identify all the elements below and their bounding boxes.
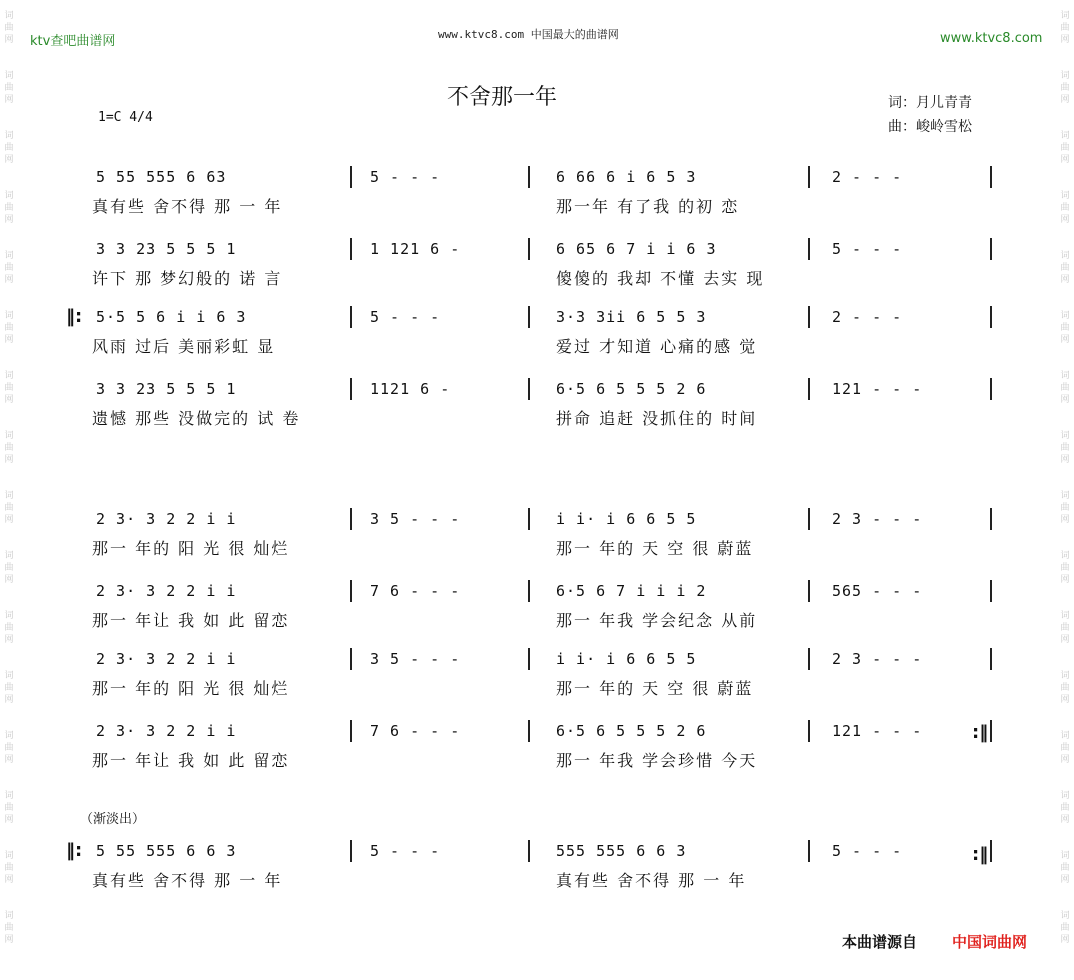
notation-measure-group: 565 - - - <box>832 582 923 600</box>
bar-line <box>808 378 810 400</box>
bar-line <box>990 378 992 400</box>
notation-measure-group: 3·3 3ii 6 5 5 3 <box>556 308 707 326</box>
bar-line <box>350 840 352 862</box>
watermark-left <box>2 10 16 970</box>
watermark-text: 词曲网 <box>4 311 14 345</box>
composer-credit: 曲：峻岭雪松 <box>888 119 972 135</box>
watermark-text: 词曲网 <box>1060 251 1070 285</box>
watermark-text: 词曲网 <box>1060 191 1070 225</box>
notation-measure-group: 6 66 6 i 6 5 3 <box>556 168 697 186</box>
lyrics-line-right: 真有些 舍不得 那 一 年 <box>556 871 747 890</box>
watermark-text: 词曲网 <box>1060 551 1070 585</box>
notation-measure-group: i i· i 6 6 5 5 <box>556 510 697 528</box>
site-link-left[interactable]: ktv查吧曲谱网 <box>30 34 116 49</box>
watermark-text: 词曲网 <box>4 611 14 645</box>
notation-measure-group: 7 6 - - - <box>370 582 461 600</box>
lyrics-line-left: 那一 年的 阳 光 很 灿烂 <box>92 679 290 698</box>
bar-line <box>528 306 530 328</box>
bar-line <box>990 306 992 328</box>
notation-measure-group: 5 - - - <box>832 842 903 860</box>
lyrics-line-left: 遗憾 那些 没做完的 试 卷 <box>92 409 301 428</box>
watermark-text: 词曲网 <box>4 371 14 405</box>
lyrics-line-right: 那一年 有了我 的初 恋 <box>556 197 740 216</box>
notation-measure-group: 6 65 6 7 i i 6 3 <box>556 240 717 258</box>
repeat-end-sign: :‖ <box>972 844 989 865</box>
bar-line <box>808 840 810 862</box>
watermark-text: 词曲网 <box>1060 131 1070 165</box>
notation-measure-group: 555 555 6 6 3 <box>556 842 687 860</box>
repeat-end-sign: :‖ <box>972 722 989 743</box>
notation-measure-group: 121 - - - <box>832 380 923 398</box>
watermark-text: 词曲网 <box>1060 911 1070 945</box>
bar-line <box>350 378 352 400</box>
bar-line <box>990 648 992 670</box>
bar-line <box>528 840 530 862</box>
lyrics-line-left: 那一 年让 我 如 此 留恋 <box>92 751 290 770</box>
bar-line <box>528 508 530 530</box>
bar-line <box>808 306 810 328</box>
notation-measure-group: 2 - - - <box>832 308 903 326</box>
bar-line <box>528 166 530 188</box>
bar-line <box>808 648 810 670</box>
repeat-start-sign: ‖: <box>66 840 83 861</box>
watermark-text: 词曲网 <box>1060 791 1070 825</box>
watermark-text: 词曲网 <box>1060 611 1070 645</box>
bar-line <box>990 238 992 260</box>
notation-measure-group: 2 3· 3 2 2 i i <box>96 510 237 528</box>
notation-measure-group: 5 55 555 6 63 <box>96 168 227 186</box>
notation-measure-group: 6·5 6 5 5 5 2 6 <box>556 380 707 398</box>
bar-line <box>528 648 530 670</box>
watermark-text: 词曲网 <box>4 911 14 945</box>
bar-line <box>528 378 530 400</box>
watermark-text: 词曲网 <box>4 71 14 105</box>
notation-measure-group: 7 6 - - - <box>370 722 461 740</box>
notation-measure-group: 3 5 - - - <box>370 650 461 668</box>
notation-measure-group: 1 121 6 - <box>370 240 461 258</box>
lyricist-credit: 词：月儿青青 <box>888 95 972 111</box>
notation-measure-group: 2 - - - <box>832 168 903 186</box>
notation-measure-group: 5 - - - <box>832 240 903 258</box>
watermark-text: 词曲网 <box>1060 731 1070 765</box>
notation-measure-group: 5 55 555 6 6 3 <box>96 842 237 860</box>
site-link-right[interactable]: www.ktvc8.com <box>940 31 1043 46</box>
watermark-text: 词曲网 <box>4 251 14 285</box>
lyrics-line-right: 傻傻的 我却 不懂 去实 现 <box>556 269 765 288</box>
bar-line <box>808 238 810 260</box>
bar-line <box>990 580 992 602</box>
lyrics-line-left: 真有些 舍不得 那 一 年 <box>92 871 283 890</box>
watermark-text: 词曲网 <box>4 851 14 885</box>
notation-measure-group: 5 - - - <box>370 842 441 860</box>
lyrics-line-right: 拼命 追赶 没抓住的 时间 <box>556 409 758 428</box>
bar-line <box>808 166 810 188</box>
notation-measure-group: 3 3 23 5 5 5 1 <box>96 380 237 398</box>
fade-out-note: （渐淡出） <box>80 812 146 827</box>
repeat-start-sign: ‖: <box>66 306 83 327</box>
watermark-text: 词曲网 <box>4 791 14 825</box>
bar-line <box>808 508 810 530</box>
bar-line <box>350 648 352 670</box>
watermark-text: 词曲网 <box>1060 851 1070 885</box>
watermark-text: 词曲网 <box>4 11 14 45</box>
bar-line <box>990 720 992 742</box>
key-signature: 1=C 4/4 <box>98 110 153 125</box>
notation-measure-group: 5 - - - <box>370 168 441 186</box>
bar-line <box>350 306 352 328</box>
bar-line <box>990 166 992 188</box>
lyrics-line-right: 那一 年的 天 空 很 蔚蓝 <box>556 539 754 558</box>
notation-measure-group: 121 - - - <box>832 722 923 740</box>
bar-line <box>990 508 992 530</box>
source-label: 本曲谱源自 <box>842 933 918 951</box>
notation-measure-group: 3 5 - - - <box>370 510 461 528</box>
song-title: 不舍那一年 <box>447 85 558 110</box>
notation-measure-group: 6·5 6 5 5 5 2 6 <box>556 722 707 740</box>
notation-measure-group: 6·5 6 7 i i i 2 <box>556 582 707 600</box>
notation-measure-group: i i· i 6 6 5 5 <box>556 650 697 668</box>
watermark-text: 词曲网 <box>1060 371 1070 405</box>
watermark-text: 词曲网 <box>4 551 14 585</box>
bar-line <box>350 508 352 530</box>
bar-line <box>350 580 352 602</box>
watermark-right <box>1058 10 1072 970</box>
notation-measure-group: 2 3· 3 2 2 i i <box>96 582 237 600</box>
bar-line <box>350 166 352 188</box>
notation-measure-group: 2 3· 3 2 2 i i <box>96 650 237 668</box>
bar-line <box>528 238 530 260</box>
watermark-text: 词曲网 <box>4 731 14 765</box>
lyrics-line-left: 那一 年让 我 如 此 留恋 <box>92 611 290 630</box>
watermark-text: 词曲网 <box>1060 11 1070 45</box>
watermark-text: 词曲网 <box>1060 311 1070 345</box>
lyrics-line-left: 风雨 过后 美丽彩虹 显 <box>92 337 276 356</box>
site-banner: www.ktvc8.com 中国最大的曲谱网 <box>438 28 619 41</box>
watermark-text: 词曲网 <box>4 131 14 165</box>
lyrics-line-right: 那一 年我 学会珍惜 今天 <box>556 751 758 770</box>
watermark-text: 词曲网 <box>1060 71 1070 105</box>
bar-line <box>350 720 352 742</box>
notation-measure-group: 2 3· 3 2 2 i i <box>96 722 237 740</box>
notation-measure-group: 5 - - - <box>370 308 441 326</box>
notation-measure-group: 5·5 5 6 i i 6 3 <box>96 308 247 326</box>
lyrics-line-right: 爱过 才知道 心痛的感 觉 <box>556 337 758 356</box>
source-brand[interactable]: 中国词曲网 <box>952 933 1028 951</box>
bar-line <box>990 840 992 862</box>
notation-measure-group: 1121 6 - <box>370 380 451 398</box>
lyrics-line-left: 那一 年的 阳 光 很 灿烂 <box>92 539 290 558</box>
watermark-text: 词曲网 <box>1060 671 1070 705</box>
lyrics-line-left: 许下 那 梦幻般的 诺 言 <box>92 269 283 288</box>
bar-line <box>350 238 352 260</box>
bar-line <box>528 720 530 742</box>
watermark-text: 词曲网 <box>4 431 14 465</box>
watermark-text: 词曲网 <box>4 671 14 705</box>
watermark-text: 词曲网 <box>1060 431 1070 465</box>
notation-measure-group: 2 3 - - - <box>832 650 923 668</box>
bar-line <box>808 580 810 602</box>
watermark-text: 词曲网 <box>1060 491 1070 525</box>
notation-measure-group: 3 3 23 5 5 5 1 <box>96 240 237 258</box>
lyrics-line-right: 那一 年的 天 空 很 蔚蓝 <box>556 679 754 698</box>
watermark-text: 词曲网 <box>4 191 14 225</box>
lyrics-line-right: 那一 年我 学会纪念 从前 <box>556 611 758 630</box>
notation-measure-group: 2 3 - - - <box>832 510 923 528</box>
bar-line <box>528 580 530 602</box>
watermark-text: 词曲网 <box>4 491 14 525</box>
lyrics-line-left: 真有些 舍不得 那 一 年 <box>92 197 283 216</box>
bar-line <box>808 720 810 742</box>
